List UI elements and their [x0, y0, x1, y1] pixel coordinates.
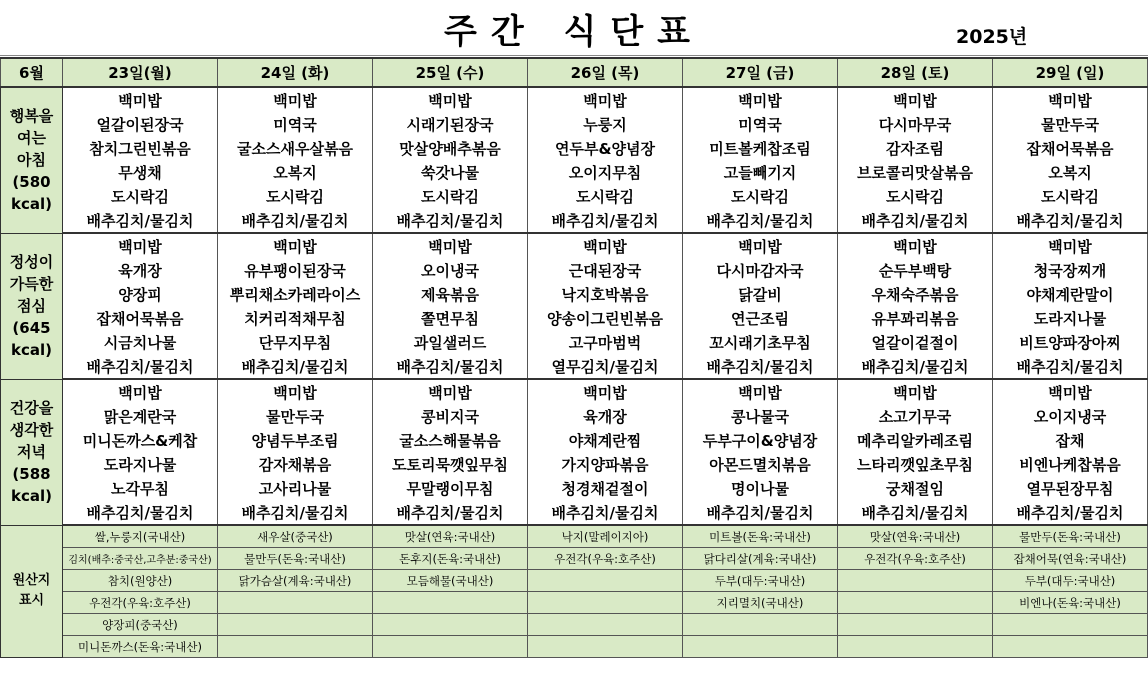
menu-item: 미트볼케찹조림 [683, 136, 838, 160]
menu-item: 배추김치/물김치 [373, 500, 528, 525]
meal-label-line: 가득한 [9, 275, 54, 293]
meal-label-line: 생각한 [9, 421, 54, 439]
menu-item: 연두부&양념장 [528, 136, 683, 160]
breakfast-row [1, 184, 1148, 208]
dinner-row [1, 379, 1148, 404]
menu-item: 잡채어묵볶음 [993, 136, 1148, 160]
origin-item: 닭다리살(계육:국내산) [683, 548, 838, 570]
origin-item: 새우살(중국산) [218, 525, 373, 548]
lunch-row [1, 330, 1148, 354]
menu-item: 연근조림 [683, 306, 838, 330]
menu-item: 쫄면무침 [373, 306, 528, 330]
menu-item: 백미밥 [683, 87, 838, 112]
dinner-row [1, 452, 1148, 476]
origin-item: 참치(원양산) [63, 570, 218, 592]
menu-item: 배추김치/물김치 [838, 500, 993, 525]
menu-item: 무말랭이무침 [373, 476, 528, 500]
menu-item: 오이지무침 [528, 160, 683, 184]
menu-item: 백미밥 [218, 379, 373, 404]
dinner-row [1, 428, 1148, 452]
origin-item: 맛살(연육:국내산) [838, 525, 993, 548]
header-row [1, 58, 1148, 87]
menu-item: 두부구이&양념장 [683, 428, 838, 452]
menu-item: 굴소스해물볶음 [373, 428, 528, 452]
menu-item: 양장피 [63, 282, 218, 306]
menu-item: 육개장 [63, 258, 218, 282]
origin-item: 미트볼(돈육:국내산) [683, 525, 838, 548]
menu-item: 고사리나물 [218, 476, 373, 500]
origin-item [528, 592, 683, 614]
meal-label-line: kcal) [11, 341, 52, 359]
menu-item: 시금치나물 [63, 330, 218, 354]
menu-item: 도라지나물 [63, 452, 218, 476]
menu-item: 우채숙주볶음 [838, 282, 993, 306]
meal-label-line: 건강을 [9, 399, 54, 417]
menu-item: 도시락김 [63, 184, 218, 208]
menu-item: 브로콜리맛살볶음 [838, 160, 993, 184]
menu-item: 물만두국 [993, 112, 1148, 136]
menu-item: 청국장찌개 [993, 258, 1148, 282]
menu-item: 고구마범벅 [528, 330, 683, 354]
menu-item: 꼬시래기초무침 [683, 330, 838, 354]
menu-item: 백미밥 [528, 379, 683, 404]
origin-row [1, 570, 1148, 592]
menu-item: 배추김치/물김치 [63, 208, 218, 233]
menu-item: 배추김치/물김치 [683, 500, 838, 525]
meal-label-line: 점심 [17, 297, 46, 315]
menu-item: 배추김치/물김치 [63, 500, 218, 525]
menu-item: 참치그린빈볶음 [63, 136, 218, 160]
origin-item [838, 592, 993, 614]
menu-item: 백미밥 [218, 87, 373, 112]
breakfast-row [1, 112, 1148, 136]
menu-item: 쑥갓나물 [373, 160, 528, 184]
breakfast-row [1, 87, 1148, 112]
menu-item: 느타리깻잎초무침 [838, 452, 993, 476]
breakfast-row [1, 160, 1148, 184]
day-header: 24일 (화) [218, 58, 373, 87]
origin-item [838, 570, 993, 592]
menu-item: 백미밥 [838, 379, 993, 404]
meal-label-line: 행복을 [9, 107, 54, 126]
menu-item: 비엔나케찹볶음 [993, 452, 1148, 476]
origin-item [528, 614, 683, 636]
menu-item: 도시락김 [528, 184, 683, 208]
lunch-row [1, 306, 1148, 330]
origin-item [373, 592, 528, 614]
origin-row [1, 548, 1148, 570]
menu-item: 도시락김 [373, 184, 528, 208]
origin-item [683, 614, 838, 636]
menu-item: 백미밥 [838, 87, 993, 112]
menu-item: 백미밥 [373, 379, 528, 404]
menu-item: 배추김치/물김치 [993, 354, 1148, 379]
origin-item [373, 636, 528, 658]
origin-item: 물만두(돈육:국내산) [218, 548, 373, 570]
day-header: 25일 (수) [373, 58, 528, 87]
origin-item [218, 614, 373, 636]
origin-item: 양장피(중국산) [63, 614, 218, 636]
meal-label-line: (588 [12, 465, 51, 483]
origin-item: 김치(배추:중국산,고추분:중국산) [63, 548, 218, 570]
meal-label-line: (645 [12, 319, 51, 337]
menu-item: 오복지 [218, 160, 373, 184]
dinner-label [1, 379, 63, 525]
menu-item: 잡채 [993, 428, 1148, 452]
menu-item: 얼갈이된장국 [63, 112, 218, 136]
menu-item: 백미밥 [528, 87, 683, 112]
meal-label-line: 여는 [17, 129, 46, 148]
breakfast-label [1, 87, 63, 233]
origin-row [1, 636, 1148, 658]
menu-item: 도시락김 [993, 184, 1148, 208]
menu-item: 아몬드멸치볶음 [683, 452, 838, 476]
menu-item: 순두부백탕 [838, 258, 993, 282]
menu-item: 도시락김 [838, 184, 993, 208]
menu-item: 배추김치/물김치 [993, 208, 1148, 233]
menu-item: 가지양파볶음 [528, 452, 683, 476]
meal-label-line: 저녁 [17, 443, 46, 461]
menu-table [0, 57, 1148, 658]
origin-item [528, 570, 683, 592]
menu-item: 백미밥 [528, 233, 683, 258]
menu-item: 누룽지 [528, 112, 683, 136]
menu-item: 미역국 [218, 112, 373, 136]
menu-item: 도토리묵깻잎무침 [373, 452, 528, 476]
menu-item: 맑은계란국 [63, 404, 218, 428]
day-header: 27일 (금) [683, 58, 838, 87]
menu-item: 뿌리채소카레라이스 [218, 282, 373, 306]
menu-item: 콩나물국 [683, 404, 838, 428]
menu-item: 백미밥 [838, 233, 993, 258]
menu-item: 궁채절임 [838, 476, 993, 500]
origin-item [373, 614, 528, 636]
origin-item: 낙지(말레이지아) [528, 525, 683, 548]
origin-row [1, 592, 1148, 614]
menu-item: 배추김치/물김치 [373, 208, 528, 233]
origin-item [993, 614, 1148, 636]
menu-item: 청경채겉절이 [528, 476, 683, 500]
menu-item: 백미밥 [373, 87, 528, 112]
menu-item: 다시마무국 [838, 112, 993, 136]
menu-item: 백미밥 [993, 87, 1148, 112]
lunch-row [1, 258, 1148, 282]
menu-item: 미니돈까스&케찹 [63, 428, 218, 452]
lunch-row [1, 282, 1148, 306]
origin-item: 닭가슴살(계육:국내산) [218, 570, 373, 592]
menu-item: 양념두부조림 [218, 428, 373, 452]
menu-item: 무생채 [63, 160, 218, 184]
breakfast-row [1, 136, 1148, 160]
menu-item: 잡채어묵볶음 [63, 306, 218, 330]
origin-row [1, 525, 1148, 548]
origin-item [528, 636, 683, 658]
origin-item: 잡채어묵(연육:국내산) [993, 548, 1148, 570]
origin-item [838, 614, 993, 636]
origin-item: 두부(대두:국내산) [683, 570, 838, 592]
dinner-row [1, 404, 1148, 428]
origin-item: 돈후지(돈육:국내산) [373, 548, 528, 570]
menu-item: 유부꽈리볶음 [838, 306, 993, 330]
menu-item: 과일샐러드 [373, 330, 528, 354]
menu-item: 미역국 [683, 112, 838, 136]
origin-item [218, 636, 373, 658]
dinner-row [1, 476, 1148, 500]
meal-label-line: (580 [12, 173, 51, 192]
menu-item: 메추리알카레조림 [838, 428, 993, 452]
meal-label-line: kcal) [11, 487, 52, 505]
menu-item: 시래기된장국 [373, 112, 528, 136]
menu-item: 배추김치/물김치 [683, 354, 838, 379]
origin-item: 비엔나(돈육:국내산) [993, 592, 1148, 614]
menu-item: 근대된장국 [528, 258, 683, 282]
menu-item: 명이나물 [683, 476, 838, 500]
origin-item: 우전각(우육:호주산) [63, 592, 218, 614]
menu-item: 제육볶음 [373, 282, 528, 306]
menu-item: 비트양파장아찌 [993, 330, 1148, 354]
menu-item: 열무김치/물김치 [528, 354, 683, 379]
menu-item: 콩비지국 [373, 404, 528, 428]
day-header: 23일(월) [63, 58, 218, 87]
lunch-label [1, 233, 63, 379]
origin-item [218, 592, 373, 614]
origin-label-line: 표시 [18, 593, 45, 609]
origin-item: 물만두(돈육:국내산) [993, 525, 1148, 548]
menu-item: 백미밥 [218, 233, 373, 258]
menu-item: 얼갈이겉절이 [838, 330, 993, 354]
meal-label-line: 정성이 [9, 253, 54, 271]
day-header: 29일 (일) [993, 58, 1148, 87]
origin-item [838, 636, 993, 658]
menu-item: 감자조림 [838, 136, 993, 160]
origin-item: 우전각(우육:호주산) [838, 548, 993, 570]
menu-item: 도라지나물 [993, 306, 1148, 330]
menu-item: 야채계란말이 [993, 282, 1148, 306]
menu-item: 굴소스새우살볶음 [218, 136, 373, 160]
menu-item: 소고기무국 [838, 404, 993, 428]
menu-item: 노각무침 [63, 476, 218, 500]
menu-item: 백미밥 [63, 87, 218, 112]
menu-item: 단무지무침 [218, 330, 373, 354]
menu-item: 배추김치/물김치 [528, 208, 683, 233]
lunch-row [1, 233, 1148, 258]
menu-item: 양송이그린빈볶음 [528, 306, 683, 330]
menu-item: 백미밥 [63, 233, 218, 258]
origin-item: 우전각(우육:호주산) [528, 548, 683, 570]
menu-item: 오이지냉국 [993, 404, 1148, 428]
menu-item: 배추김치/물김치 [373, 354, 528, 379]
menu-item: 열무된장무침 [993, 476, 1148, 500]
origin-item: 맛살(연육:국내산) [373, 525, 528, 548]
origin-item [683, 636, 838, 658]
dinner-row [1, 500, 1148, 525]
menu-item: 백미밥 [373, 233, 528, 258]
menu-item: 배추김치/물김치 [63, 354, 218, 379]
menu-item: 닭갈비 [683, 282, 838, 306]
menu-item: 배추김치/물김치 [218, 208, 373, 233]
menu-item: 백미밥 [993, 379, 1148, 404]
day-header: 28일 (토) [838, 58, 993, 87]
menu-item: 배추김치/물김치 [838, 354, 993, 379]
origin-item: 미니돈까스(돈육:국내산) [63, 636, 218, 658]
menu-item: 배추김치/물김치 [218, 354, 373, 379]
menu-item: 다시마감자국 [683, 258, 838, 282]
menu-item: 백미밥 [683, 379, 838, 404]
origin-item [993, 636, 1148, 658]
origin-row [1, 614, 1148, 636]
menu-item: 백미밥 [993, 233, 1148, 258]
menu-item: 백미밥 [63, 379, 218, 404]
meal-label-line: 아침 [17, 151, 46, 170]
menu-item: 낙지호박볶음 [528, 282, 683, 306]
month-cell: 6월 [1, 58, 63, 87]
meal-label-line: kcal) [11, 195, 52, 214]
menu-item: 유부팽이된장국 [218, 258, 373, 282]
menu-item: 오이냉국 [373, 258, 528, 282]
menu-item: 감자채볶음 [218, 452, 373, 476]
menu-item: 고들빼기지 [683, 160, 838, 184]
menu-item: 육개장 [528, 404, 683, 428]
breakfast-row [1, 208, 1148, 233]
menu-item: 배추김치/물김치 [993, 500, 1148, 525]
menu-item: 배추김치/물김치 [218, 500, 373, 525]
menu-item: 도시락김 [683, 184, 838, 208]
menu-item: 오복지 [993, 160, 1148, 184]
origin-label-line: 원산지 [12, 573, 51, 589]
day-header: 26일 (목) [528, 58, 683, 87]
origin-item: 두부(대두:국내산) [993, 570, 1148, 592]
origin-label [1, 525, 63, 658]
menu-item: 치커리적채무침 [218, 306, 373, 330]
menu-item: 배추김치/물김치 [683, 208, 838, 233]
lunch-row [1, 354, 1148, 379]
year-label: 2025년 [956, 26, 1028, 48]
page-title: 주간 식단표 [443, 12, 705, 52]
menu-item: 배추김치/물김치 [528, 500, 683, 525]
origin-item: 지리멸치(국내산) [683, 592, 838, 614]
menu-item: 배추김치/물김치 [838, 208, 993, 233]
menu-item: 야채계란찜 [528, 428, 683, 452]
menu-item: 백미밥 [683, 233, 838, 258]
menu-item: 도시락김 [218, 184, 373, 208]
menu-item: 물만두국 [218, 404, 373, 428]
menu-item: 맛살양배추볶음 [373, 136, 528, 160]
title-bar [0, 0, 1148, 56]
origin-item: 쌀,누룽지(국내산) [63, 525, 218, 548]
origin-item: 모듬해물(국내산) [373, 570, 528, 592]
